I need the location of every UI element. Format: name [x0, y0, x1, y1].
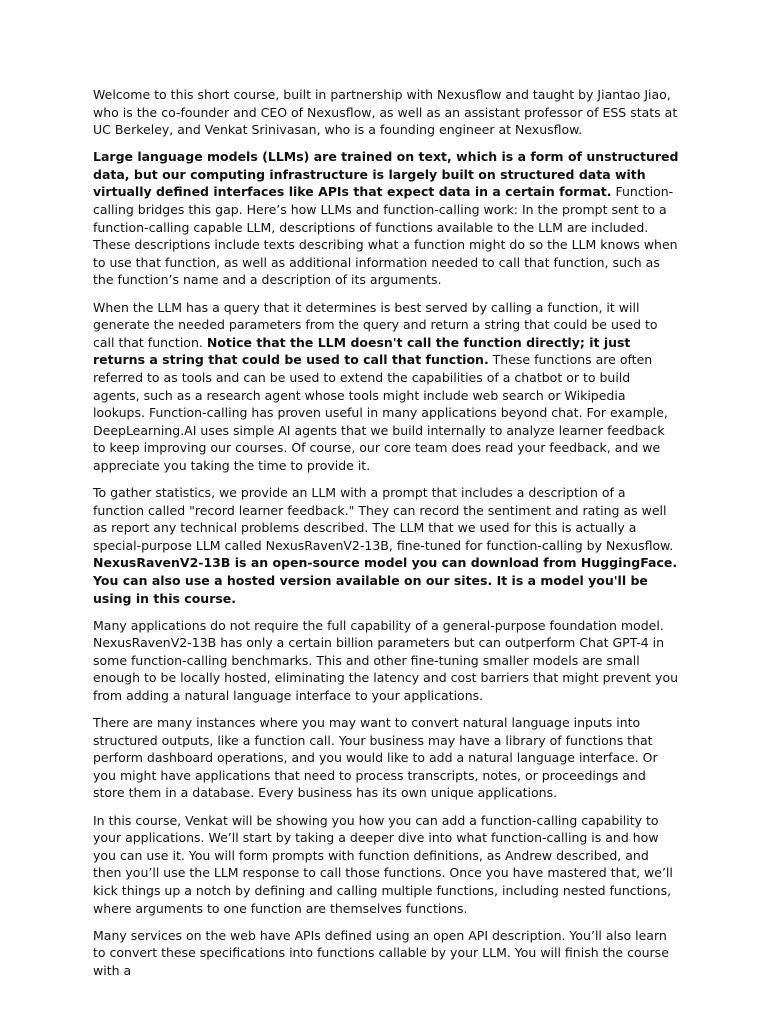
text-segment: When the LLM has a query that it determines is best served by calling a function, it will generate the needed parameters from the query and return a string that could be used to call that function.: [93, 299, 658, 350]
text-segment: There are many instances where you may want to convert natural language inputs into structured outputs, like a function call. Your business may have a library of functions that perform dashboard operations, and you would like to add a natural language interface. Or you might have applications that need to process transcripts, notes, or proceedings and store them in a database. Every business has its own unique applications.: [93, 715, 658, 801]
document-body: [93, 86, 679, 989]
paragraph-function-call-flow: [93, 299, 679, 475]
text-segment-bold: NexusRavenV2-13B is an open-source model you can download from HuggingFace. You can also use a hosted version available on our sites. It is a model you'll be using in this course.: [93, 555, 678, 606]
paragraph-small-models: [93, 617, 679, 705]
text-segment: Many services on the web have APIs defined using an open API description. You’ll also learn to convert these specifications into functions callable by your LLM. You will finish the course with a: [93, 927, 669, 978]
text-segment-bold: Notice that the LLM doesn't call the function directly; it just returns a string that could be used to call that function.: [93, 334, 631, 368]
text-segment: These functions are often referred to as tools and can be used to extend the capabilities of a chatbot or to build agents, such as a research agent whose tools might include web search or Wikipedia lookups. Function-calling has proven useful in many applications beyond chat. For example, DeepLearning.AI uses simple AI agents that we build internally to analyze learner feedback to keep improving our courses. Of course, our core team does read your feedback, and we appreciate you taking the time to provide it.: [93, 352, 668, 473]
text-segment: Welcome to this short course, built in partnership with Nexusflow and taught by Jiantao Jiao, who is the co-founder and CEO of Nexusflow, as well as an assistant professor of ESS stats at UC Berkeley, and Venkat Srinivasan, who is a founding engineer at Nexusflow.: [93, 87, 678, 138]
text-segment: Many applications do not require the full capability of a general-purpose foundation model. NexusRavenV2-13B has only a certain billion parameters but can outperform Chat GPT-4 in some function-calling benchmarks. This and other fine-tuning smaller models are small enough to be locally hosted, eliminating the latency and cost barriers that might prevent you from adding a natural language interface to your applications.: [93, 617, 679, 703]
text-segment-bold: Large language models (LLMs) are trained on text, which is a form of unstructured data, but our computing infrastructure is largely built on structured data with virtually defined interfaces like APIs that expect data in a certain format.: [93, 149, 679, 200]
text-segment: To gather statistics, we provide an LLM with a prompt that includes a description of a function called "record learner feedback." They can record the sentiment and rating as well as report any technical problems described. The LLM that we used for this is actually a special-purpose LLM called NexusRavenV2-13B, fine-tuned for function-calling by Nexusflow.: [93, 484, 674, 553]
paragraph-learner-feedback: [93, 484, 679, 607]
text-segment: In this course, Venkat will be showing you how you can add a function-calling capability to your applications. We’ll start by taking a deeper dive into what function-calling is and how you can use it. You will form prompts with function definitions, as Andrew described, and then you’ll use the LLM response to call those functions. Once you have mastered that, we’ll kick things up a notch by defining and calling multiple functions, including nested functions, where arguments to one function are themselves functions.: [93, 812, 673, 916]
paragraph-llm-structured-data: [93, 148, 679, 289]
text-segment: Function-calling bridges this gap. Here’s how LLMs and function-calling work: In the prompt sent to a function-calling capable LLM, descriptions of functions available to the LLM are included. These descriptions include texts describing what a function might do so the LLM knows when to use that function, as well as additional information needed to call that function, such as the function’s name and a description of its arguments.: [93, 184, 678, 288]
paragraph-course-outline: [93, 812, 679, 918]
paragraph-intro: [93, 86, 679, 139]
paragraph-open-api: [93, 927, 679, 980]
paragraph-use-cases: [93, 714, 679, 802]
